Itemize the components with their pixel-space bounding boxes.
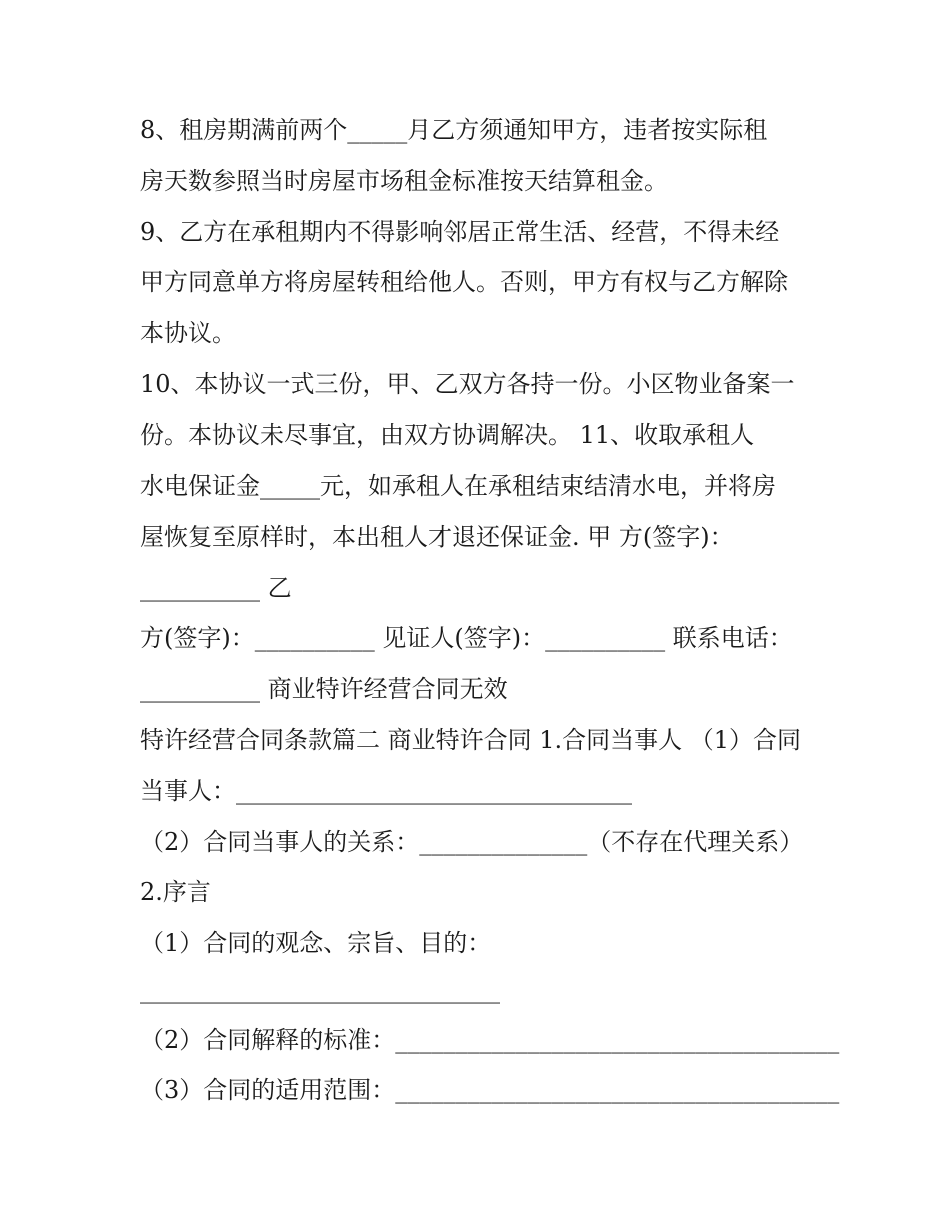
text-line: 当事人：_________________________________ bbox=[140, 777, 632, 805]
text-line: 屋恢复至原样时，本出租人才退还保证金. 甲 方(签字)： bbox=[140, 523, 734, 551]
text-line: __________ 商业特许经营合同无效 bbox=[140, 675, 508, 703]
text-line: （1）合同的观念、宗旨、目的： bbox=[140, 929, 492, 957]
text-line: 8、租房期满前两个_____月乙方须通知甲方，违者按实际租 bbox=[140, 116, 768, 144]
text-line: 甲方同意单方将房屋转租给他人。否则，甲方有权与乙方解除 bbox=[140, 268, 788, 296]
text-line: 2.序言 bbox=[140, 878, 211, 906]
text-line: 份。本协议未尽事宜，由双方协调解决。 11、收取承租人 bbox=[140, 421, 755, 449]
text-line: 方(签字)：__________ 见证人(签字)：__________ 联系电话： bbox=[140, 624, 793, 652]
text-line: （3）合同的适用范围：_____________________________________ bbox=[140, 1076, 840, 1104]
text-line: （2）合同解释的标准：_____________________________________ bbox=[140, 1026, 840, 1054]
text-line: 房天数参照当时房屋市场租金标准按天结算租金。 bbox=[140, 167, 668, 195]
text-line: （2）合同当事人的关系：______________（不存在代理关系） bbox=[140, 828, 804, 856]
text-line: 特许经营合同条款篇二 商业特许合同 1.合同当事人 （1）合同 bbox=[140, 726, 802, 754]
text-line: ______________________________ bbox=[140, 976, 500, 1004]
text-line: 10、本协议一式三份，甲、乙双方各持一份。小区物业备案一 bbox=[140, 370, 795, 398]
text-line: 水电保证金_____元，如承租人在承租结束结清水电，并将房 bbox=[140, 472, 776, 500]
text-line: 本协议。 bbox=[140, 319, 236, 347]
text-line: 9、乙方在承租期内不得影响邻居正常生活、经营，不得未经 bbox=[140, 218, 780, 246]
text-line: __________ 乙 bbox=[140, 574, 292, 602]
